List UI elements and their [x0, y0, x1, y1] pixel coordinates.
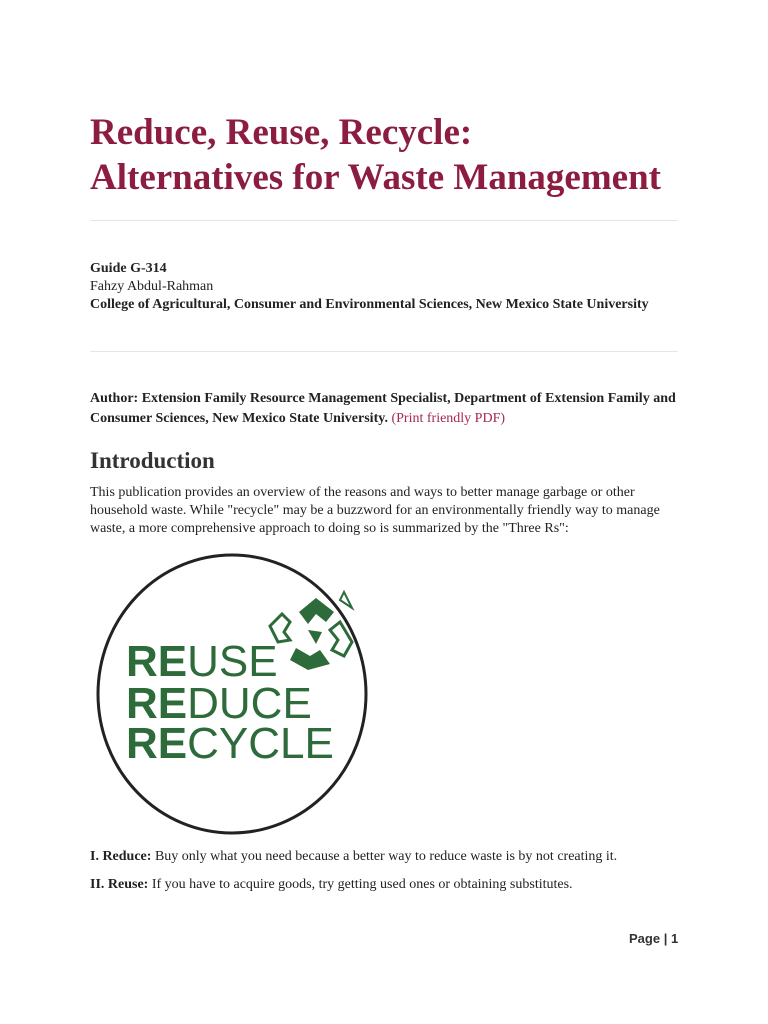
list-item: [90, 876, 690, 894]
logo-line-recycle: RECYCLE: [126, 719, 334, 768]
list-item: [90, 848, 690, 866]
point-label: I. Reduce:: [90, 849, 152, 864]
footer-separator: |: [663, 931, 668, 946]
pdf-paren-open: (: [391, 411, 397, 426]
title-line-2: Alternatives for Waste Management: [90, 157, 661, 198]
point-text: Buy only what you need because a better way to reduce waste is by not creating it.: [151, 849, 618, 864]
college-name: College of Agricultural, Consumer and Environmental Sciences, New Mexico State University: [90, 297, 649, 312]
author-credit: [90, 389, 678, 429]
guide-number: Guide G-314: [90, 261, 167, 276]
divider: [90, 220, 678, 221]
logo-line-reuse: REUSE: [126, 637, 278, 686]
pdf-paren-close: ): [500, 411, 506, 426]
logo-line-reduce: REDUCE: [126, 679, 312, 728]
three-rs-logo: [94, 552, 370, 836]
divider: [90, 351, 678, 352]
footer-page-label: Page: [629, 931, 661, 946]
title-line-1: Reduce, Reuse, Recycle:: [90, 112, 473, 153]
page-number: 1: [670, 931, 679, 946]
introduction-heading: Introduction: [90, 448, 215, 473]
point-text: If you have to acquire goods, try getting used ones or obtaining substitutes.: [148, 877, 573, 892]
author-line: Author: Extension Family Resource Management Specialist, Department of Extension Family and Consumer Sciences, New Mexico State University.: [90, 391, 676, 426]
document-title: [90, 110, 710, 200]
print-friendly-pdf-link[interactable]: Print friendly PDF: [396, 411, 501, 426]
introduction-paragraph: This publication provides an overview of the reasons and ways to better manage garbage or other household waste. While "recycle" may be a buzzword for an environmentally friendly way to manage waste, a more comprehensive approach to doing so is summarized by the "Three Rs":: [90, 485, 660, 536]
publication-meta: [90, 260, 678, 314]
page-footer: [629, 931, 678, 946]
point-label: II. Reuse:: [90, 877, 149, 892]
author-name: Fahzy Abdul-Rahman: [90, 279, 214, 294]
